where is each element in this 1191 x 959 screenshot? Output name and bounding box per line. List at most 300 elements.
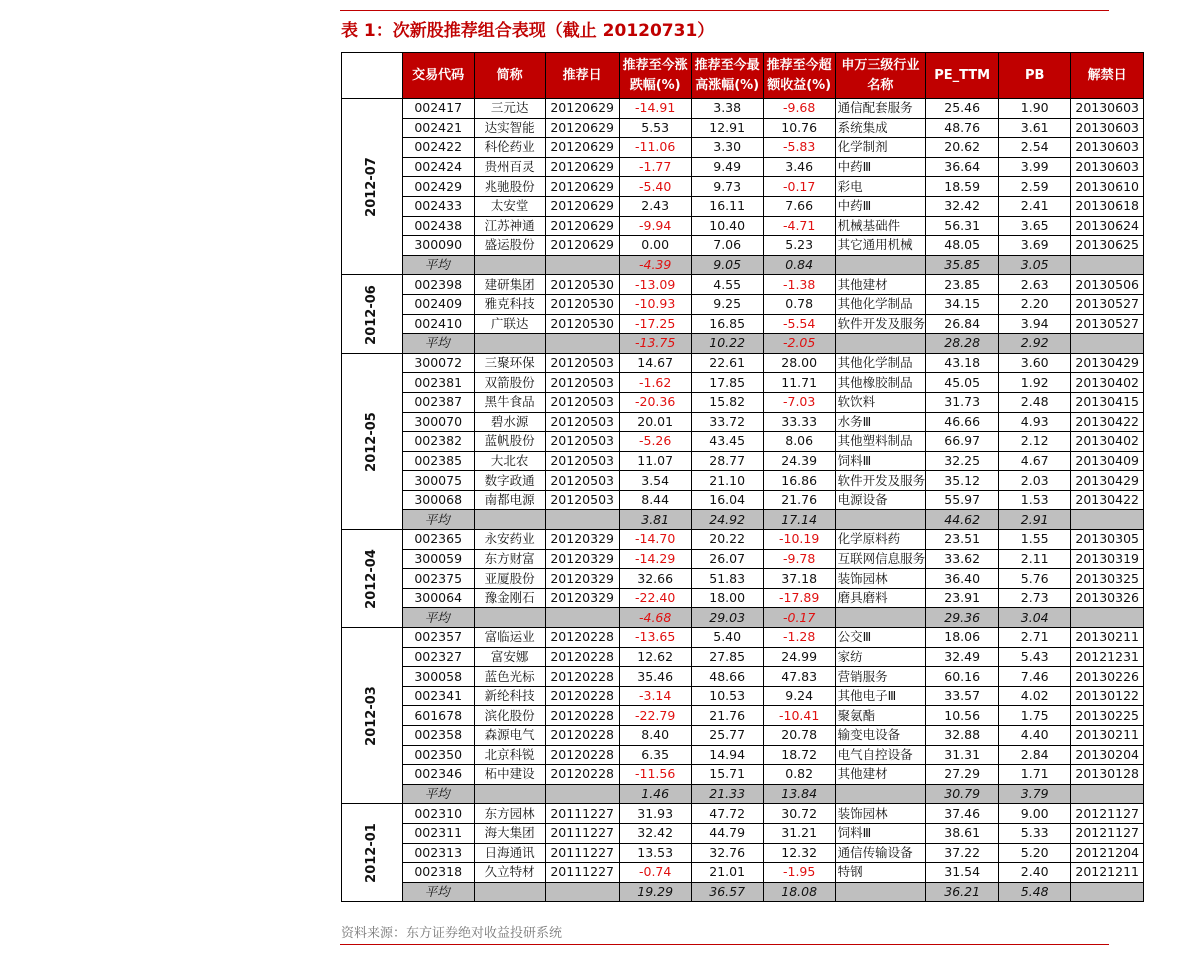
industry: 化学制剂 bbox=[835, 138, 926, 158]
average-row bbox=[342, 510, 1144, 530]
stock-name: 太安堂 bbox=[474, 196, 545, 216]
rec-date: 20120228 bbox=[545, 647, 619, 667]
change-pct: -11.56 bbox=[619, 765, 691, 785]
table-row bbox=[342, 765, 1144, 785]
stock-name: 柘中建设 bbox=[474, 765, 545, 785]
industry: 水务Ⅲ bbox=[835, 412, 926, 432]
stock-code: 300072 bbox=[402, 353, 474, 373]
stock-name: 新纶科技 bbox=[474, 686, 545, 706]
stock-code: 002311 bbox=[402, 823, 474, 843]
excess-return-pct: 0.82 bbox=[763, 765, 835, 785]
pe-ttm: 38.61 bbox=[926, 823, 999, 843]
unlock-date: 20130226 bbox=[1071, 667, 1144, 687]
stock-name: 滨化股份 bbox=[474, 706, 545, 726]
bottom-rule bbox=[340, 944, 1109, 945]
stock-code: 002429 bbox=[402, 177, 474, 197]
stock-name: 海大集团 bbox=[474, 823, 545, 843]
average-excess-return-pct: 0.84 bbox=[763, 255, 835, 275]
average-pb: 3.05 bbox=[999, 255, 1071, 275]
average-empty bbox=[474, 255, 545, 275]
table-row bbox=[342, 804, 1144, 824]
max-gain-pct: 22.61 bbox=[691, 353, 763, 373]
table-row bbox=[342, 726, 1144, 746]
pb: 5.76 bbox=[999, 569, 1071, 589]
max-gain-pct: 4.55 bbox=[691, 275, 763, 295]
max-gain-pct: 10.40 bbox=[691, 216, 763, 236]
average-empty bbox=[1071, 882, 1144, 902]
average-label: 平均 bbox=[402, 784, 474, 804]
unlock-date: 20130204 bbox=[1071, 745, 1144, 765]
pe-ttm: 60.16 bbox=[926, 667, 999, 687]
unlock-date: 20130211 bbox=[1071, 726, 1144, 746]
excess-return-pct: -1.95 bbox=[763, 863, 835, 883]
unlock-date: 20130128 bbox=[1071, 765, 1144, 785]
pe-ttm: 27.29 bbox=[926, 765, 999, 785]
stock-name: 蓝色光标 bbox=[474, 667, 545, 687]
stock-name: 亚厦股份 bbox=[474, 569, 545, 589]
pb: 7.46 bbox=[999, 667, 1071, 687]
average-pb: 2.91 bbox=[999, 510, 1071, 530]
table-row bbox=[342, 490, 1144, 510]
average-pe-ttm: 35.85 bbox=[926, 255, 999, 275]
pb: 3.60 bbox=[999, 353, 1071, 373]
pb: 2.12 bbox=[999, 432, 1071, 452]
max-gain-pct: 16.85 bbox=[691, 314, 763, 334]
table-row bbox=[342, 569, 1144, 589]
average-row bbox=[342, 255, 1144, 275]
pe-ttm: 31.73 bbox=[926, 392, 999, 412]
pe-ttm: 46.66 bbox=[926, 412, 999, 432]
stock-code: 300059 bbox=[402, 549, 474, 569]
unlock-date: 20130624 bbox=[1071, 216, 1144, 236]
excess-return-pct: -17.89 bbox=[763, 588, 835, 608]
pe-ttm: 23.51 bbox=[926, 530, 999, 550]
max-gain-pct: 9.73 bbox=[691, 177, 763, 197]
average-pe-ttm: 28.28 bbox=[926, 334, 999, 354]
header-row bbox=[342, 53, 1144, 99]
pe-ttm: 35.12 bbox=[926, 471, 999, 491]
average-empty bbox=[1071, 255, 1144, 275]
excess-return-pct: 30.72 bbox=[763, 804, 835, 824]
excess-return-pct: 24.99 bbox=[763, 647, 835, 667]
max-gain-pct: 12.91 bbox=[691, 118, 763, 138]
rec-date: 20120228 bbox=[545, 745, 619, 765]
group-label-cell bbox=[342, 804, 403, 902]
rec-date: 20120228 bbox=[545, 765, 619, 785]
average-pe-ttm: 36.21 bbox=[926, 882, 999, 902]
average-empty bbox=[545, 334, 619, 354]
stock-name: 三聚环保 bbox=[474, 353, 545, 373]
stock-name: 森源电气 bbox=[474, 726, 545, 746]
change-pct: -14.70 bbox=[619, 530, 691, 550]
average-pe-ttm: 29.36 bbox=[926, 608, 999, 628]
pb: 4.02 bbox=[999, 686, 1071, 706]
table-row bbox=[342, 667, 1144, 687]
rec-date: 20120503 bbox=[545, 412, 619, 432]
average-excess-return-pct: 13.84 bbox=[763, 784, 835, 804]
stock-code: 601678 bbox=[402, 706, 474, 726]
table-row bbox=[342, 314, 1144, 334]
pb: 4.67 bbox=[999, 451, 1071, 471]
average-pe-ttm: 30.79 bbox=[926, 784, 999, 804]
pb: 2.84 bbox=[999, 745, 1071, 765]
portfolio-table bbox=[341, 52, 1144, 902]
pe-ttm: 32.88 bbox=[926, 726, 999, 746]
change-pct: 6.35 bbox=[619, 745, 691, 765]
average-label: 平均 bbox=[402, 608, 474, 628]
pb: 2.73 bbox=[999, 588, 1071, 608]
unlock-date: 20121204 bbox=[1071, 843, 1144, 863]
max-gain-pct: 26.07 bbox=[691, 549, 763, 569]
excess-return-pct: -1.28 bbox=[763, 628, 835, 648]
average-row bbox=[342, 608, 1144, 628]
table-row bbox=[342, 353, 1144, 373]
max-gain-pct: 51.83 bbox=[691, 569, 763, 589]
pe-ttm: 31.54 bbox=[926, 863, 999, 883]
max-gain-pct: 3.30 bbox=[691, 138, 763, 158]
change-pct: -1.62 bbox=[619, 373, 691, 393]
industry: 特钢 bbox=[835, 863, 926, 883]
pb: 2.41 bbox=[999, 196, 1071, 216]
pe-ttm: 25.46 bbox=[926, 99, 999, 119]
pb: 1.55 bbox=[999, 530, 1071, 550]
max-gain-pct: 43.45 bbox=[691, 432, 763, 452]
average-change-pct: -4.68 bbox=[619, 608, 691, 628]
pe-ttm: 23.85 bbox=[926, 275, 999, 295]
rec-date: 20120503 bbox=[545, 373, 619, 393]
table-row bbox=[342, 373, 1144, 393]
stock-code: 002398 bbox=[402, 275, 474, 295]
unlock-date: 20130225 bbox=[1071, 706, 1144, 726]
table-row bbox=[342, 432, 1144, 452]
change-pct: -13.65 bbox=[619, 628, 691, 648]
header-change: 推荐至今涨跌幅(%) bbox=[619, 53, 691, 99]
unlock-date: 20130211 bbox=[1071, 628, 1144, 648]
pb: 3.69 bbox=[999, 236, 1071, 256]
unlock-date: 20130422 bbox=[1071, 490, 1144, 510]
max-gain-pct: 21.10 bbox=[691, 471, 763, 491]
table-row bbox=[342, 628, 1144, 648]
pb: 1.75 bbox=[999, 706, 1071, 726]
rec-date: 20120228 bbox=[545, 628, 619, 648]
unlock-date: 20130603 bbox=[1071, 157, 1144, 177]
excess-return-pct: 5.23 bbox=[763, 236, 835, 256]
unlock-date: 20130326 bbox=[1071, 588, 1144, 608]
table-title: 表 1：次新股推荐组合表现（截止 20120731） bbox=[341, 21, 715, 41]
average-max-gain-pct: 10.22 bbox=[691, 334, 763, 354]
max-gain-pct: 15.71 bbox=[691, 765, 763, 785]
pb: 9.00 bbox=[999, 804, 1071, 824]
excess-return-pct: -5.54 bbox=[763, 314, 835, 334]
max-gain-pct: 15.82 bbox=[691, 392, 763, 412]
industry: 聚氨酯 bbox=[835, 706, 926, 726]
pb: 2.40 bbox=[999, 863, 1071, 883]
group-month-label: 2012-07 bbox=[363, 157, 379, 218]
change-pct: 8.40 bbox=[619, 726, 691, 746]
excess-return-pct: 21.76 bbox=[763, 490, 835, 510]
group-label-cell bbox=[342, 99, 403, 275]
unlock-date: 20130402 bbox=[1071, 432, 1144, 452]
group-label-cell bbox=[342, 530, 403, 628]
group-month-label: 2012-06 bbox=[363, 284, 379, 345]
max-gain-pct: 17.85 bbox=[691, 373, 763, 393]
header-pe: PE_TTM bbox=[926, 53, 999, 99]
stock-name: 富安娜 bbox=[474, 647, 545, 667]
stock-code: 002358 bbox=[402, 726, 474, 746]
average-empty bbox=[474, 882, 545, 902]
average-change-pct: -4.39 bbox=[619, 255, 691, 275]
unlock-date: 20130506 bbox=[1071, 275, 1144, 295]
rec-date: 20111227 bbox=[545, 843, 619, 863]
change-pct: -22.40 bbox=[619, 588, 691, 608]
average-max-gain-pct: 21.33 bbox=[691, 784, 763, 804]
top-rule bbox=[340, 10, 1109, 11]
pe-ttm: 48.05 bbox=[926, 236, 999, 256]
excess-return-pct: -0.17 bbox=[763, 177, 835, 197]
stock-name: 北京科锐 bbox=[474, 745, 545, 765]
excess-return-pct: -9.78 bbox=[763, 549, 835, 569]
excess-return-pct: 10.76 bbox=[763, 118, 835, 138]
rec-date: 20120530 bbox=[545, 314, 619, 334]
max-gain-pct: 14.94 bbox=[691, 745, 763, 765]
stock-name: 东方财富 bbox=[474, 549, 545, 569]
table-row bbox=[342, 118, 1144, 138]
change-pct: -5.40 bbox=[619, 177, 691, 197]
stock-code: 300090 bbox=[402, 236, 474, 256]
average-excess-return-pct: 17.14 bbox=[763, 510, 835, 530]
excess-return-pct: 31.21 bbox=[763, 823, 835, 843]
stock-code: 002341 bbox=[402, 686, 474, 706]
average-change-pct: 19.29 bbox=[619, 882, 691, 902]
excess-return-pct: -10.19 bbox=[763, 530, 835, 550]
industry: 通信传输设备 bbox=[835, 843, 926, 863]
max-gain-pct: 7.06 bbox=[691, 236, 763, 256]
industry: 公交Ⅲ bbox=[835, 628, 926, 648]
rec-date: 20111227 bbox=[545, 804, 619, 824]
pe-ttm: 37.46 bbox=[926, 804, 999, 824]
pe-ttm: 37.22 bbox=[926, 843, 999, 863]
change-pct: -9.94 bbox=[619, 216, 691, 236]
pe-ttm: 45.05 bbox=[926, 373, 999, 393]
max-gain-pct: 20.22 bbox=[691, 530, 763, 550]
change-pct: 20.01 bbox=[619, 412, 691, 432]
table-row bbox=[342, 99, 1144, 119]
stock-code: 300075 bbox=[402, 471, 474, 491]
change-pct: 13.53 bbox=[619, 843, 691, 863]
stock-name: 江苏神通 bbox=[474, 216, 545, 236]
change-pct: 12.62 bbox=[619, 647, 691, 667]
table-row bbox=[342, 588, 1144, 608]
pb: 2.11 bbox=[999, 549, 1071, 569]
pb: 3.61 bbox=[999, 118, 1071, 138]
stock-code: 002385 bbox=[402, 451, 474, 471]
header-unlock: 解禁日 bbox=[1071, 53, 1144, 99]
change-pct: 2.43 bbox=[619, 196, 691, 216]
unlock-date: 20130618 bbox=[1071, 196, 1144, 216]
table-row bbox=[342, 471, 1144, 491]
average-empty bbox=[835, 334, 926, 354]
stock-code: 002346 bbox=[402, 765, 474, 785]
pe-ttm: 43.18 bbox=[926, 353, 999, 373]
average-empty bbox=[835, 608, 926, 628]
average-empty bbox=[545, 255, 619, 275]
stock-name: 贵州百灵 bbox=[474, 157, 545, 177]
average-empty bbox=[1071, 334, 1144, 354]
change-pct: -22.79 bbox=[619, 706, 691, 726]
change-pct: -10.93 bbox=[619, 294, 691, 314]
pb: 2.63 bbox=[999, 275, 1071, 295]
table-body bbox=[342, 99, 1144, 902]
industry: 营销服务 bbox=[835, 667, 926, 687]
average-label: 平均 bbox=[402, 334, 474, 354]
average-label: 平均 bbox=[402, 882, 474, 902]
stock-name: 东方园林 bbox=[474, 804, 545, 824]
table-row bbox=[342, 412, 1144, 432]
industry: 软件开发及服务 bbox=[835, 314, 926, 334]
industry: 其它通用机械 bbox=[835, 236, 926, 256]
unlock-date: 20130305 bbox=[1071, 530, 1144, 550]
stock-name: 三元达 bbox=[474, 99, 545, 119]
pe-ttm: 23.91 bbox=[926, 588, 999, 608]
table-row bbox=[342, 236, 1144, 256]
excess-return-pct: 8.06 bbox=[763, 432, 835, 452]
header-rec-date: 推荐日 bbox=[545, 53, 619, 99]
industry: 其他建材 bbox=[835, 765, 926, 785]
industry: 电气自控设备 bbox=[835, 745, 926, 765]
table-row bbox=[342, 706, 1144, 726]
pb: 4.93 bbox=[999, 412, 1071, 432]
max-gain-pct: 9.49 bbox=[691, 157, 763, 177]
max-gain-pct: 10.53 bbox=[691, 686, 763, 706]
change-pct: -0.74 bbox=[619, 863, 691, 883]
unlock-date: 20130527 bbox=[1071, 314, 1144, 334]
excess-return-pct: 16.86 bbox=[763, 471, 835, 491]
table-row bbox=[342, 275, 1144, 295]
stock-code: 002438 bbox=[402, 216, 474, 236]
stock-name: 日海通讯 bbox=[474, 843, 545, 863]
change-pct: 3.54 bbox=[619, 471, 691, 491]
pe-ttm: 56.31 bbox=[926, 216, 999, 236]
stock-code: 002382 bbox=[402, 432, 474, 452]
industry: 其他橡胶制品 bbox=[835, 373, 926, 393]
group-label-cell bbox=[342, 275, 403, 353]
stock-code: 002357 bbox=[402, 628, 474, 648]
pe-ttm: 10.56 bbox=[926, 706, 999, 726]
change-pct: -14.29 bbox=[619, 549, 691, 569]
stock-name: 大北农 bbox=[474, 451, 545, 471]
stock-name: 蓝帆股份 bbox=[474, 432, 545, 452]
pe-ttm: 33.62 bbox=[926, 549, 999, 569]
header-excess: 推荐至今超额收益(%) bbox=[763, 53, 835, 99]
pb: 2.20 bbox=[999, 294, 1071, 314]
pb: 5.43 bbox=[999, 647, 1071, 667]
pe-ttm: 26.84 bbox=[926, 314, 999, 334]
pe-ttm: 36.64 bbox=[926, 157, 999, 177]
stock-code: 300058 bbox=[402, 667, 474, 687]
unlock-date: 20130610 bbox=[1071, 177, 1144, 197]
table-row bbox=[342, 549, 1144, 569]
change-pct: 5.53 bbox=[619, 118, 691, 138]
max-gain-pct: 33.72 bbox=[691, 412, 763, 432]
stock-code: 002375 bbox=[402, 569, 474, 589]
rec-date: 20111227 bbox=[545, 823, 619, 843]
stock-code: 002410 bbox=[402, 314, 474, 334]
excess-return-pct: -4.71 bbox=[763, 216, 835, 236]
stock-name: 久立特材 bbox=[474, 863, 545, 883]
average-label: 平均 bbox=[402, 255, 474, 275]
pe-ttm: 34.15 bbox=[926, 294, 999, 314]
average-row bbox=[342, 882, 1144, 902]
stock-code: 002421 bbox=[402, 118, 474, 138]
industry: 中药Ⅲ bbox=[835, 157, 926, 177]
rec-date: 20120503 bbox=[545, 451, 619, 471]
change-pct: -1.77 bbox=[619, 157, 691, 177]
excess-return-pct: 12.32 bbox=[763, 843, 835, 863]
industry: 装饰园林 bbox=[835, 569, 926, 589]
rec-date: 20120629 bbox=[545, 177, 619, 197]
average-empty bbox=[474, 510, 545, 530]
excess-return-pct: 20.78 bbox=[763, 726, 835, 746]
stock-name: 双箭股份 bbox=[474, 373, 545, 393]
industry: 机械基础件 bbox=[835, 216, 926, 236]
stock-name: 豫金刚石 bbox=[474, 588, 545, 608]
header-max-gain: 推荐至今最高涨幅(%) bbox=[691, 53, 763, 99]
unlock-date: 20121127 bbox=[1071, 804, 1144, 824]
stock-code: 002433 bbox=[402, 196, 474, 216]
average-excess-return-pct: 18.08 bbox=[763, 882, 835, 902]
max-gain-pct: 28.77 bbox=[691, 451, 763, 471]
rec-date: 20120629 bbox=[545, 236, 619, 256]
unlock-date: 20130422 bbox=[1071, 412, 1144, 432]
rec-date: 20120629 bbox=[545, 118, 619, 138]
pe-ttm: 18.06 bbox=[926, 628, 999, 648]
rec-date: 20120503 bbox=[545, 471, 619, 491]
industry: 电源设备 bbox=[835, 490, 926, 510]
average-empty bbox=[545, 882, 619, 902]
industry: 通信配套服务 bbox=[835, 99, 926, 119]
average-change-pct: 1.46 bbox=[619, 784, 691, 804]
average-max-gain-pct: 29.03 bbox=[691, 608, 763, 628]
unlock-date: 20130527 bbox=[1071, 294, 1144, 314]
max-gain-pct: 16.04 bbox=[691, 490, 763, 510]
pb: 2.54 bbox=[999, 138, 1071, 158]
rec-date: 20120530 bbox=[545, 294, 619, 314]
change-pct: -3.14 bbox=[619, 686, 691, 706]
stock-name: 盛运股份 bbox=[474, 236, 545, 256]
rec-date: 20120530 bbox=[545, 275, 619, 295]
industry: 饲料Ⅲ bbox=[835, 823, 926, 843]
average-pb: 3.79 bbox=[999, 784, 1071, 804]
group-month-label: 2012-05 bbox=[363, 412, 379, 472]
pb: 1.71 bbox=[999, 765, 1071, 785]
rec-date: 20120629 bbox=[545, 196, 619, 216]
stock-code: 002313 bbox=[402, 843, 474, 863]
pb: 2.71 bbox=[999, 628, 1071, 648]
average-empty bbox=[474, 608, 545, 628]
header-industry: 申万三级行业名称 bbox=[835, 53, 926, 99]
pb: 2.59 bbox=[999, 177, 1071, 197]
industry: 软件开发及服务 bbox=[835, 471, 926, 491]
max-gain-pct: 21.76 bbox=[691, 706, 763, 726]
average-empty bbox=[1071, 608, 1144, 628]
excess-return-pct: 11.71 bbox=[763, 373, 835, 393]
average-pb: 5.48 bbox=[999, 882, 1071, 902]
excess-return-pct: 7.66 bbox=[763, 196, 835, 216]
average-label: 平均 bbox=[402, 510, 474, 530]
stock-name: 数字政通 bbox=[474, 471, 545, 491]
average-change-pct: 3.81 bbox=[619, 510, 691, 530]
stock-code: 300070 bbox=[402, 412, 474, 432]
